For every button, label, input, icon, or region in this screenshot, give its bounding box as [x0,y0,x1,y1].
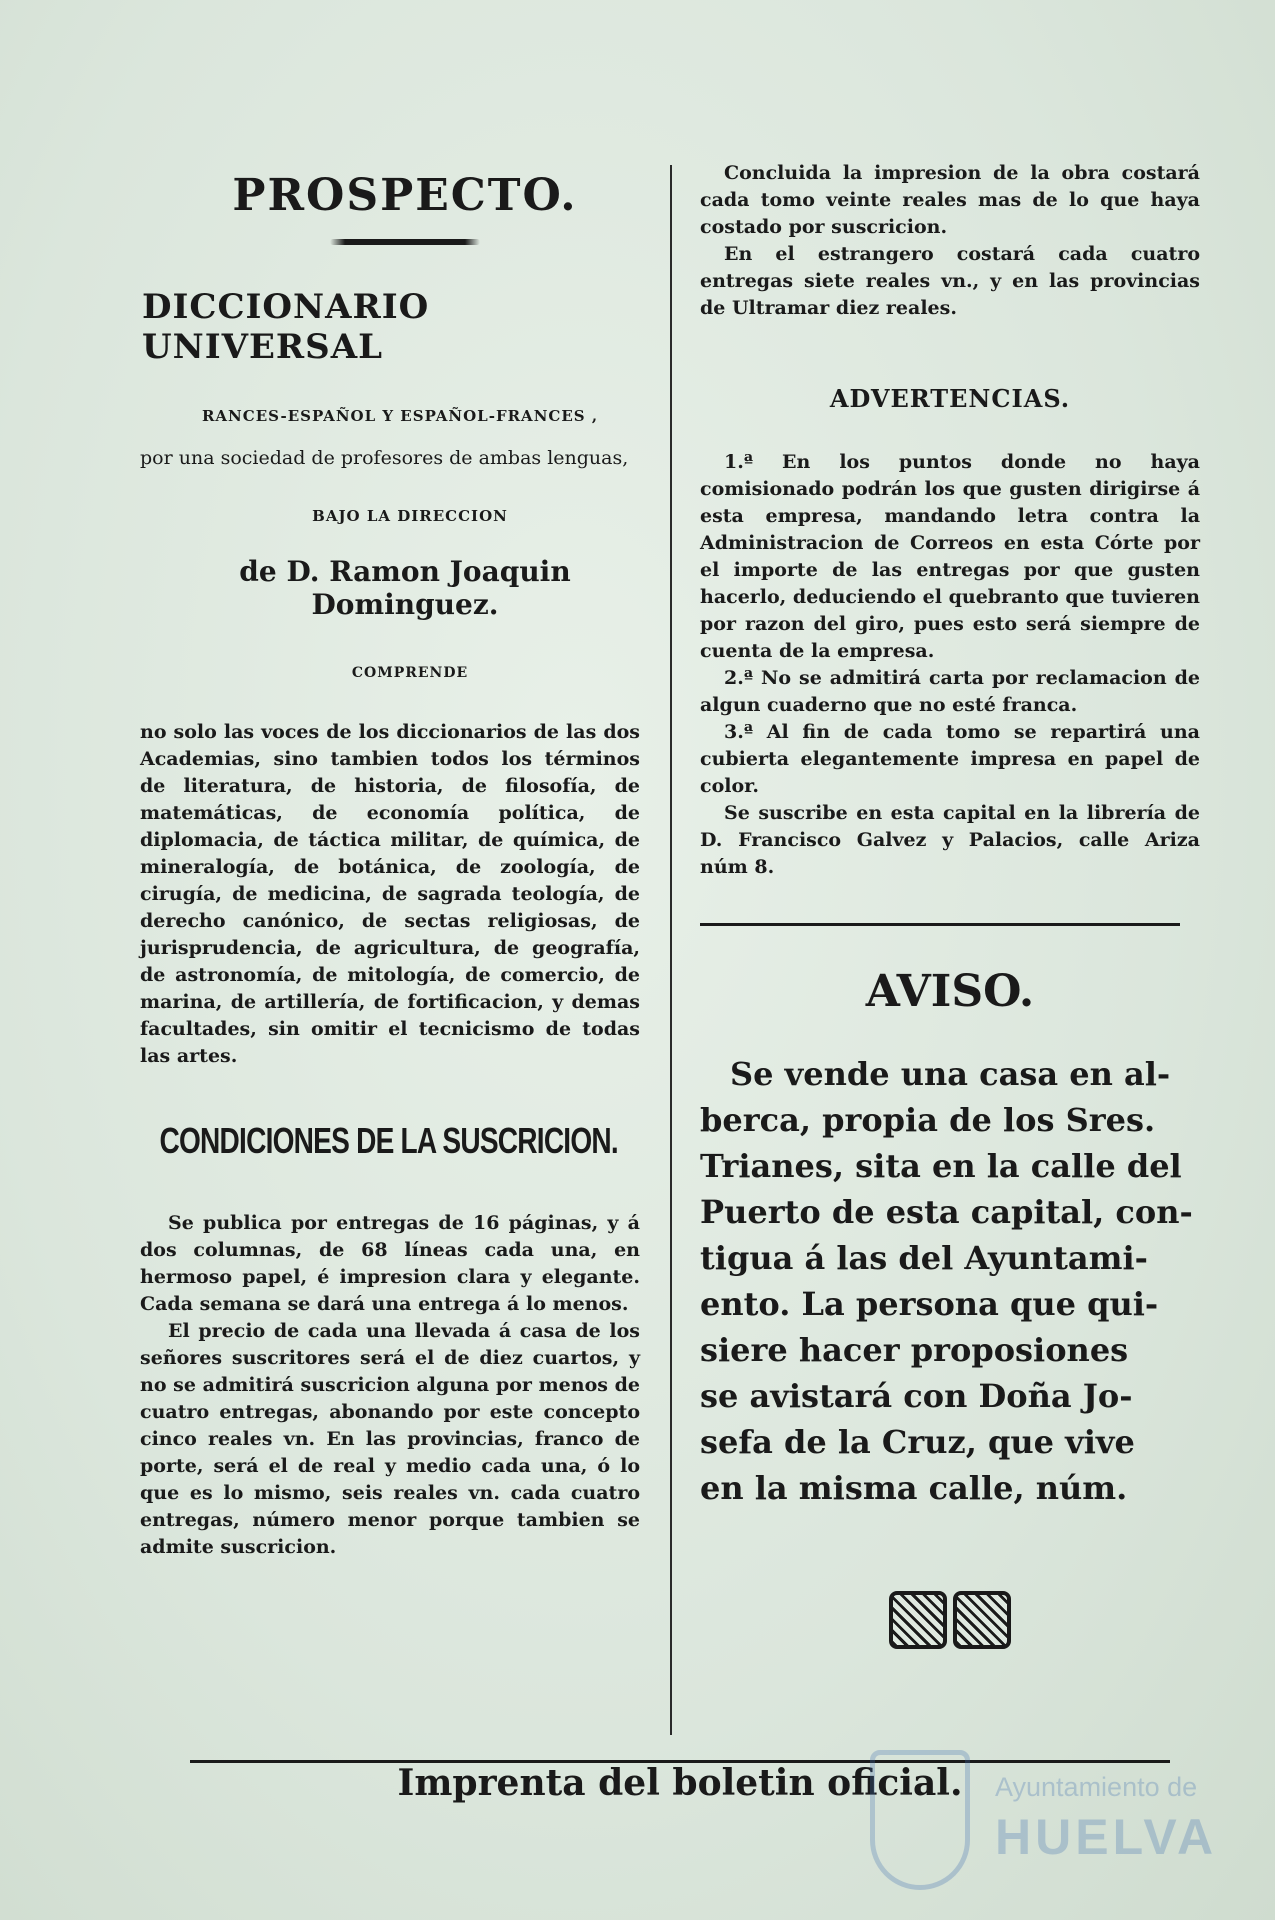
comprende-line: COMPRENDE [351,665,469,681]
dictionary-description: no solo las voces de los diccionarios de las dos Academias, sino tambien todos los términos de literatura, de historia, de filosofía, de matemáticas, de economía política, de diplomacia, de táctica militar, de química, de mineralogía, de botánica, de zoología, de cirugía, de medicina, de sagrada teología, de derecho canónico, de sectas religiosas, de jurisprudencia, de agricultura, de geografía, de astronomía, de mitología, de comercio, de marina, de artillería, de fortificacion, y demas facultades, sin omitir el tecnicismo de todas las artes. [140,721,640,1067]
aviso-line: sefa de la Cruz, que vive [700,1423,1135,1461]
aviso-line: Se vende una casa en al- [730,1055,1171,1093]
aviso-text [700,1051,1200,1511]
prospecto-title: PROSPECTO. [232,170,578,221]
conditions-paragraph-2: El precio de cada una llevada á casa de los señores suscritores será el de diez cuartos, y no se admitirá suscricion alguna por menos de cuatro entregas, abonando por este concepto cinco reales vn. En las provincias, franco de porte, será el de real y medio cada una, ó lo que es lo mismo, seis reales vn. cada cuatro entregas, número menor porque tambien se admite suscricion. [140,1320,640,1558]
coat-of-arms-icon [870,1750,970,1890]
imprenta-footer: Imprenta del boletin oficial. [397,1762,963,1804]
price-paragraph-2: En el estrangero costará cada cuatro entregas siete reales vn., y en las provincias de Ultramar diez reales. [700,243,1200,319]
aviso-line: se avistará con Doña Jo- [700,1377,1133,1415]
ornament-tile-icon [953,1591,1011,1649]
right-column [700,160,1200,1649]
column-divider [670,165,672,1735]
aviso-line: en la misma calle, núm. [700,1469,1128,1507]
aviso-title: AVISO. [865,966,1035,1017]
conditions-title: CONDICIONES DE LA SUSCRICION. [159,1120,618,1161]
section-divider [700,923,1180,926]
dictionary-title: DICCIONARIO UNIVERSAL [142,287,430,367]
advertencias-title: ADVERTENCIAS. [829,384,1071,413]
watermark-line-2: HUELVA [995,1809,1218,1865]
advertencia-1: 1.ª En los puntos donde no haya comisionado podrán los que gusten dirigirse á esta empresa, mandando letra contra la Administracion de Correos en esta Córte por el importe de las entregas por que gusten hacerlo, deduciendo el quebranto que tuvieren por razon del giro, pues esto será siempre de cuenta de la empresa. [700,451,1200,662]
archive-watermark [870,1730,1218,1890]
aviso-line: siere hacer proposiones [700,1331,1129,1369]
aviso-line: berca, propia de los Sres. [700,1101,1156,1139]
fleuron-ornament-icon [700,1591,1200,1649]
watermark-line-1: Ayuntamiento de [995,1772,1198,1802]
languages-line: RANCES-ESPAÑOL Y ESPAÑOL-FRANCES , [201,407,599,425]
aviso-line: Trianes, sita en la calle del [700,1147,1182,1185]
society-line: por una sociedad de profesores de ambas lenguas, [140,447,629,469]
ornament-tile-icon [889,1591,947,1649]
advertencia-2: 2.ª No se admitirá carta por reclamacion de algun cuaderno que no esté franca. [700,667,1200,716]
aviso-line: tigua á las del Ayuntami- [700,1239,1148,1277]
left-column [140,160,640,1561]
aviso-line: ento. La persona que qui- [700,1285,1159,1323]
price-paragraph-1: Concluida la impresion de la obra costará cada tomo veinte reales mas de lo que haya costado por suscricion. [700,162,1200,238]
aviso-line: Puerto de esta capital, con- [700,1193,1193,1231]
ornament-divider [330,239,480,245]
director-line: de D. Ramon Joaquin Dominguez. [239,555,571,621]
conditions-paragraph-1: Se publica por entregas de 16 páginas, y á dos columnas, de 68 líneas cada una, en hermoso papel, é impresion clara y elegante. Cada semana se dará una entrega á lo menos. [140,1212,640,1315]
under-direction-line: BAJO LA DIRECCION [312,507,508,525]
advertencia-3: 3.ª Al fin de cada tomo se repartirá una cubierta elegantemente impresa en papel de color. [700,721,1200,797]
advertencia-4: Se suscribe en esta capital en la librería de D. Francisco Galvez y Palacios, calle Ariza núm 8. [700,802,1200,878]
